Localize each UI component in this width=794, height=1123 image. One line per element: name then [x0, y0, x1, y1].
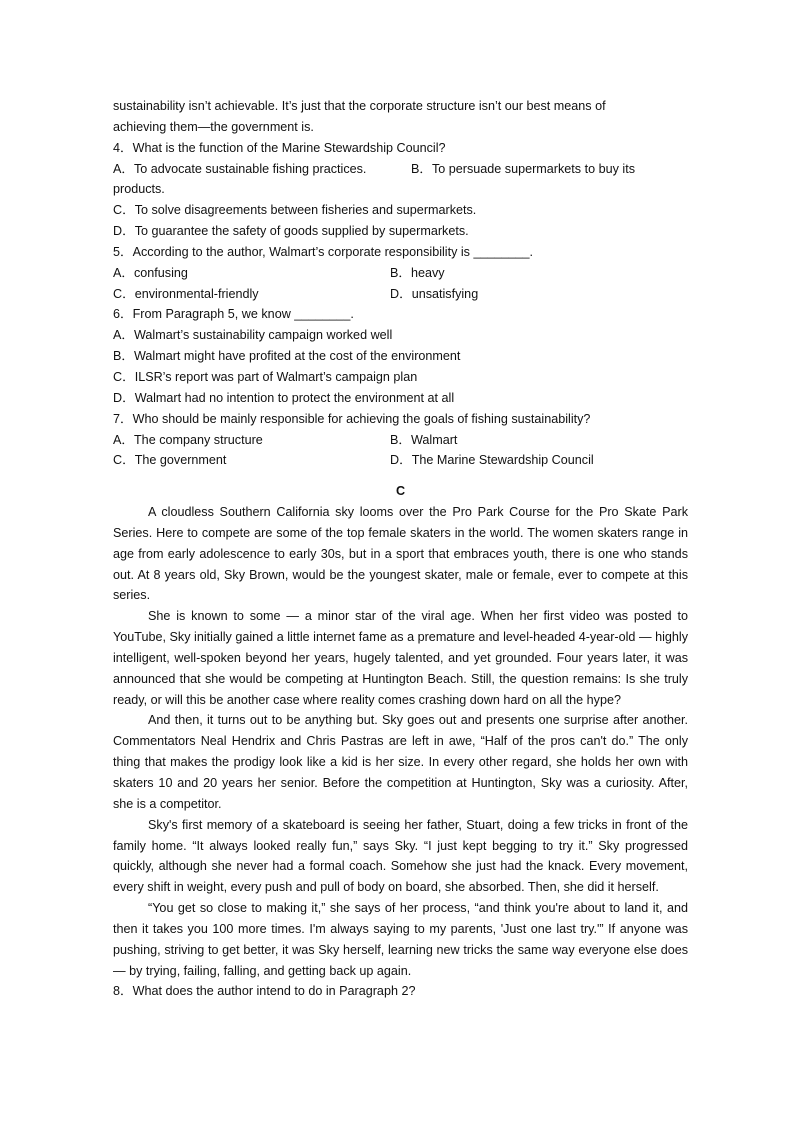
option-a: A．Walmart’s sustainability campaign worked well: [113, 328, 393, 343]
question-4-stem: 4．What is the function of the Marine Stewardship Council?: [113, 140, 446, 155]
passage-paragraph-5: “You get so close to making it,” she says of her process, “and think you're about to land it, and then it takes you 100 more times. I'm always saying to my parents, 'Just one last try.'” If anyone was pushing, striving to get better, it was Sky herself, learning new tricks the same way everyone else does — by trying, failing, falling, and getting back up again.: [113, 901, 688, 978]
question-6-stem: 6．From Paragraph 5, we know ________.: [113, 307, 354, 322]
passage-paragraph-2: She is known to some — a minor star of the viral age. When her first video was posted to YouTube, Sky initially gained a little internet fame as a premature and level-headed 4-year-old — highly intelligent, well-spoken beyond her years, hugely talented, and yet grounded. Four years later, it was announced that she would be competing at Huntington Beach. Still, the question remains: Is she truly ready, or will this be another case where reality comes crashing down hard on all the hype?: [113, 609, 688, 707]
option-a: A．To advocate sustainable fishing practices.: [113, 161, 367, 176]
text-line: sustainability isn’t achievable. It’s just that the corporate structure isn’t our best means of: [113, 99, 606, 113]
option-b-continued: products.: [113, 182, 165, 197]
option-c: C．environmental-friendly: [113, 286, 259, 301]
option-c: C．To solve disagreements between fisheries and supermarkets.: [113, 203, 477, 218]
option-b: B．To persuade supermarkets to buy its: [411, 161, 635, 176]
question-8-stem: 8．What does the author intend to do in Paragraph 2?: [113, 984, 416, 999]
option-c: C．ILSR’s report was part of Walmart’s campaign plan: [113, 369, 418, 384]
question-7-options-row: [113, 430, 688, 451]
document-page: [113, 96, 688, 1002]
option-b: B．Walmart: [390, 432, 458, 447]
question-5-stem: 5．According to the author, Walmart’s corporate responsibility is ________.: [113, 244, 534, 259]
option-d: D．unsatisfying: [390, 286, 479, 301]
option-b: B．Walmart might have profited at the cost of the environment: [113, 349, 461, 364]
passage-paragraph-4: Sky's first memory of a skateboard is seeing her father, Stuart, doing a few tricks in front of the family home. “It always looked really fun,” says Sky. “I just kept begging to try it.” Sky progressed quickly, although she never had a formal coach. Somehow she just had the knack. Every movement, every shift in weight, every push and pull of body on board, she absorbed. Then, she did it herself.: [113, 817, 688, 895]
option-a: A．The company structure: [113, 432, 263, 447]
option-d: D．To guarantee the safety of goods supplied by supermarkets.: [113, 224, 469, 239]
passage-paragraph-1: A cloudless Southern California sky looms over the Pro Park Course for the Pro Skate Park Series. Here to compete are some of the top female skaters in the world. The women skaters range in age from early adolescence to early 30s, but in a sport that embraces youth, there is one who stands out. At 8 years old, Sky Brown, would be the youngest skater, male or female, ever to compete at this series.: [113, 505, 688, 603]
question-7-options-row: [113, 450, 688, 471]
option-c: C．The government: [113, 453, 227, 468]
option-d: D．The Marine Stewardship Council: [390, 453, 594, 468]
question-5-options-row: [113, 284, 688, 305]
question-5-options-row: [113, 263, 688, 284]
section-title: C: [395, 484, 406, 499]
option-a: A．confusing: [113, 265, 188, 280]
passage-paragraph-3: And then, it turns out to be anything but. Sky goes out and presents one surprise after another. Commentators Neal Hendrix and Chris Pastras are left in awe, “Half of the pros can't do.” The only thing that makes the prodigy look like a kid is her size. In every other regard, she holds her own with skaters 10 and 20 years her senior. Before the competition at Huntington, Sky was a curiosity. After, she is a competitor.: [113, 713, 688, 811]
question-7-stem: 7．Who should be mainly responsible for achieving the goals of fishing sustainability?: [113, 411, 591, 426]
option-d: D．Walmart had no intention to protect the environment at all: [113, 390, 455, 405]
question-4-options-row: [113, 159, 688, 180]
option-b: B．heavy: [390, 265, 445, 280]
text-line: achieving them—the government is.: [113, 119, 314, 134]
